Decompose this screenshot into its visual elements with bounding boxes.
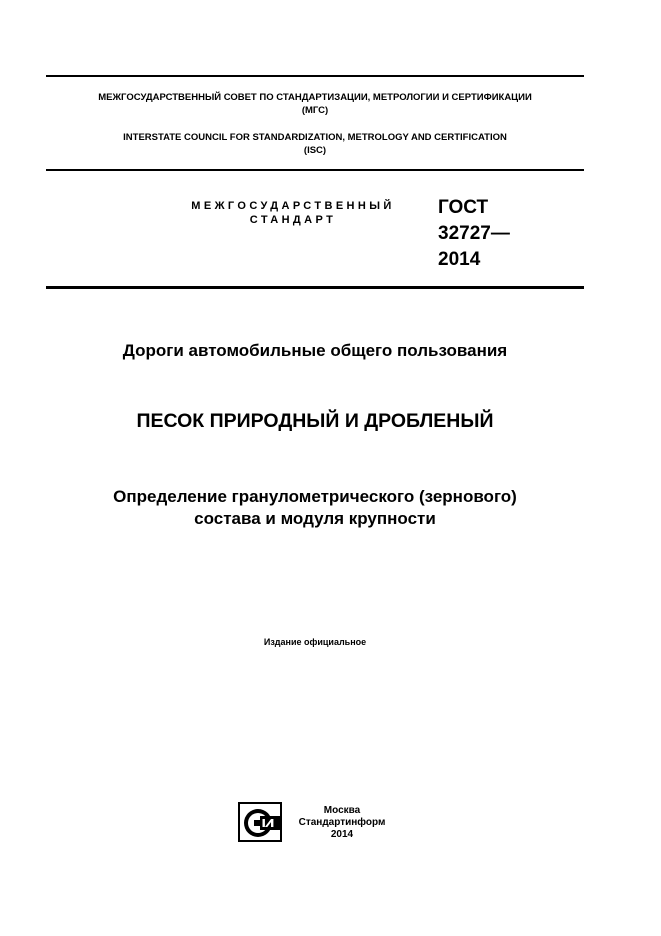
gost-number: 32727— [438,223,510,244]
edition-label: Издание официальное [263,637,367,647]
bottom-rule [46,286,584,289]
council-en-name: INTERSTATE COUNCIL FOR STANDARDIZATION, METROLOGY AND CERTIFICATION [123,132,507,143]
method-title-line2: состава и модуля крупности [194,509,436,528]
standard-type-label [176,199,410,227]
council-ru-name: МЕЖГОСУДАРСТВЕННЫЙ СОВЕТ ПО СТАНДАРТИЗАЦИИ, МЕТРОЛОГИИ И СЕРТИФИКАЦИИ [98,92,532,103]
standard-type-line2: СТАНДАРТ [249,214,337,226]
council-ru-abbr: (МГС) [301,105,329,116]
top-rule [46,75,584,77]
gost-label: ГОСТ [438,197,489,218]
document-title-road: Дороги автомобильные общего пользования [122,341,508,360]
standard-type-line1: МЕЖГОСУДАРСТВЕННЫЙ [191,200,395,212]
method-title-line1: Определение гранулометрического (зернового) [113,487,517,506]
publisher-year: 2014 [330,829,354,840]
publisher-block [238,802,408,846]
standartinform-logo-icon [238,802,282,842]
gost-designation [438,195,510,273]
middle-rule [46,169,584,171]
publisher-name: Стандартинформ [298,817,386,828]
gost-year: 2014 [438,249,481,270]
publisher-text [287,805,397,841]
document-title-method [46,486,584,530]
publisher-city: Москва [323,805,361,816]
council-ru [46,91,584,117]
document-title-main: ПЕСОК ПРИРОДНЫЙ И ДРОБЛЕНЫЙ [136,410,494,432]
council-en [46,131,584,157]
council-en-abbr: (ISC) [303,145,327,156]
